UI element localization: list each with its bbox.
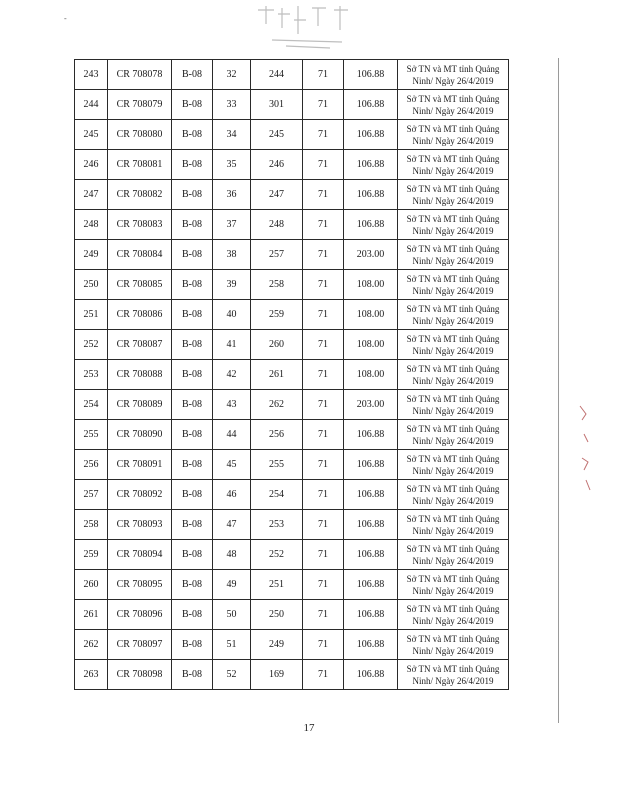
right-margin-rule <box>558 58 559 723</box>
table-row <box>75 360 509 390</box>
value-3-cell: 71 <box>303 360 344 390</box>
certificate-code-cell: CR 708096 <box>108 600 172 630</box>
value-1-cell: 34 <box>213 120 251 150</box>
value-1-cell: 52 <box>213 660 251 690</box>
row-number-cell: 263 <box>75 660 108 690</box>
issuer-note-cell <box>398 600 509 630</box>
certificate-code-cell: CR 708093 <box>108 510 172 540</box>
value-2-cell: 301 <box>251 90 303 120</box>
value-2-cell: 255 <box>251 450 303 480</box>
table-row <box>75 270 509 300</box>
issuer-note-line: Sở TN và MT tỉnh Quảng <box>406 93 500 104</box>
value-3-cell: 71 <box>303 600 344 630</box>
value-1-cell: 50 <box>213 600 251 630</box>
area-cell: 203.00 <box>344 240 398 270</box>
value-1-cell: 38 <box>213 240 251 270</box>
table-row <box>75 60 509 90</box>
row-number-cell: 246 <box>75 150 108 180</box>
table-row <box>75 630 509 660</box>
certificate-code-cell: CR 708079 <box>108 90 172 120</box>
certificate-code-cell: CR 708095 <box>108 570 172 600</box>
value-2-cell: 257 <box>251 240 303 270</box>
issuer-note-line: Sở TN và MT tỉnh Quảng <box>406 273 500 284</box>
value-1-cell: 49 <box>213 570 251 600</box>
area-cell: 108.00 <box>344 330 398 360</box>
issuer-note-line: Ninh/ Ngày 26/4/2019 <box>412 135 494 146</box>
map-sheet-cell: B-08 <box>172 630 213 660</box>
map-sheet-cell: B-08 <box>172 330 213 360</box>
table-row <box>75 420 509 450</box>
value-1-cell: 46 <box>213 480 251 510</box>
issuer-note-cell <box>398 150 509 180</box>
issuer-note-cell <box>398 180 509 210</box>
issuer-note-cell <box>398 120 509 150</box>
certificate-code-cell: CR 708083 <box>108 210 172 240</box>
area-cell: 106.88 <box>344 600 398 630</box>
issuer-note-line: Sở TN và MT tỉnh Quảng <box>406 213 500 224</box>
value-2-cell: 254 <box>251 480 303 510</box>
certificate-code-cell: CR 708087 <box>108 330 172 360</box>
map-sheet-cell: B-08 <box>172 60 213 90</box>
map-sheet-cell: B-08 <box>172 420 213 450</box>
certificate-code-cell: CR 708091 <box>108 450 172 480</box>
map-sheet-cell: B-08 <box>172 210 213 240</box>
area-cell: 106.88 <box>344 120 398 150</box>
map-sheet-cell: B-08 <box>172 480 213 510</box>
issuer-note-line: Ninh/ Ngày 26/4/2019 <box>412 555 494 566</box>
value-3-cell: 71 <box>303 660 344 690</box>
area-cell: 108.00 <box>344 270 398 300</box>
value-1-cell: 33 <box>213 90 251 120</box>
value-3-cell: 71 <box>303 630 344 660</box>
certificate-code-cell: CR 708085 <box>108 270 172 300</box>
map-sheet-cell: B-08 <box>172 150 213 180</box>
table-row <box>75 210 509 240</box>
row-number-cell: 254 <box>75 390 108 420</box>
issuer-note-line: Sở TN và MT tỉnh Quảng <box>406 423 500 434</box>
issuer-note-line: Ninh/ Ngày 26/4/2019 <box>412 75 494 86</box>
area-cell: 108.00 <box>344 300 398 330</box>
area-cell: 106.88 <box>344 660 398 690</box>
table-row <box>75 480 509 510</box>
issuer-note-line: Ninh/ Ngày 26/4/2019 <box>412 525 494 536</box>
area-cell: 203.00 <box>344 390 398 420</box>
issuer-note-cell <box>398 510 509 540</box>
value-1-cell: 35 <box>213 150 251 180</box>
issuer-note-cell <box>398 240 509 270</box>
corner-mark: - <box>64 14 67 23</box>
value-2-cell: 261 <box>251 360 303 390</box>
map-sheet-cell: B-08 <box>172 270 213 300</box>
row-number-cell: 253 <box>75 360 108 390</box>
value-3-cell: 71 <box>303 450 344 480</box>
row-number-cell: 249 <box>75 240 108 270</box>
issuer-note-cell <box>398 60 509 90</box>
area-cell: 106.88 <box>344 510 398 540</box>
value-3-cell: 71 <box>303 240 344 270</box>
value-3-cell: 71 <box>303 270 344 300</box>
issuer-note-cell <box>398 540 509 570</box>
area-cell: 106.88 <box>344 630 398 660</box>
value-2-cell: 251 <box>251 570 303 600</box>
map-sheet-cell: B-08 <box>172 390 213 420</box>
value-2-cell: 250 <box>251 600 303 630</box>
row-number-cell: 256 <box>75 450 108 480</box>
table-row <box>75 510 509 540</box>
value-1-cell: 43 <box>213 390 251 420</box>
table-row <box>75 120 509 150</box>
value-1-cell: 37 <box>213 210 251 240</box>
value-2-cell: 248 <box>251 210 303 240</box>
issuer-note-line: Ninh/ Ngày 26/4/2019 <box>412 105 494 116</box>
page-number: 17 <box>303 722 315 734</box>
issuer-note-line: Sở TN và MT tỉnh Quảng <box>406 303 500 314</box>
issuer-note-line: Sở TN và MT tỉnh Quảng <box>406 663 500 674</box>
issuer-note-line: Ninh/ Ngày 26/4/2019 <box>412 465 494 476</box>
row-number-cell: 258 <box>75 510 108 540</box>
area-cell: 106.88 <box>344 90 398 120</box>
value-3-cell: 71 <box>303 480 344 510</box>
row-number-cell: 251 <box>75 300 108 330</box>
map-sheet-cell: B-08 <box>172 90 213 120</box>
certificate-code-cell: CR 708080 <box>108 120 172 150</box>
issuer-note-line: Ninh/ Ngày 26/4/2019 <box>412 435 494 446</box>
map-sheet-cell: B-08 <box>172 600 213 630</box>
issuer-note-line: Sở TN và MT tỉnh Quảng <box>406 183 500 194</box>
issuer-note-line: Ninh/ Ngày 26/4/2019 <box>412 675 494 686</box>
row-number-cell: 248 <box>75 210 108 240</box>
row-number-cell: 260 <box>75 570 108 600</box>
map-sheet-cell: B-08 <box>172 360 213 390</box>
area-cell: 106.88 <box>344 450 398 480</box>
issuer-note-line: Ninh/ Ngày 26/4/2019 <box>412 645 494 656</box>
value-1-cell: 45 <box>213 450 251 480</box>
map-sheet-cell: B-08 <box>172 510 213 540</box>
row-number-cell: 243 <box>75 60 108 90</box>
certificate-code-cell: CR 708097 <box>108 630 172 660</box>
area-cell: 106.88 <box>344 180 398 210</box>
value-3-cell: 71 <box>303 570 344 600</box>
issuer-note-line: Ninh/ Ngày 26/4/2019 <box>412 315 494 326</box>
table-row <box>75 90 509 120</box>
issuer-note-line: Sở TN và MT tỉnh Quảng <box>406 513 500 524</box>
value-3-cell: 71 <box>303 150 344 180</box>
issuer-note-cell <box>398 90 509 120</box>
row-number-cell: 261 <box>75 600 108 630</box>
area-cell: 106.88 <box>344 60 398 90</box>
area-cell: 106.88 <box>344 210 398 240</box>
table-row <box>75 540 509 570</box>
certificate-code-cell: CR 708090 <box>108 420 172 450</box>
certificate-code-cell: CR 708081 <box>108 150 172 180</box>
value-3-cell: 71 <box>303 510 344 540</box>
issuer-note-line: Ninh/ Ngày 26/4/2019 <box>412 195 494 206</box>
issuer-note-line: Ninh/ Ngày 26/4/2019 <box>412 375 494 386</box>
issuer-note-cell <box>398 330 509 360</box>
issuer-note-line: Sở TN và MT tỉnh Quảng <box>406 243 500 254</box>
value-3-cell: 71 <box>303 540 344 570</box>
issuer-note-line: Ninh/ Ngày 26/4/2019 <box>412 285 494 296</box>
value-2-cell: 252 <box>251 540 303 570</box>
table-row <box>75 570 509 600</box>
table-row <box>75 300 509 330</box>
value-1-cell: 40 <box>213 300 251 330</box>
value-3-cell: 71 <box>303 90 344 120</box>
value-3-cell: 71 <box>303 330 344 360</box>
value-2-cell: 244 <box>251 60 303 90</box>
issuer-note-line: Sở TN và MT tỉnh Quảng <box>406 63 500 74</box>
value-1-cell: 32 <box>213 60 251 90</box>
area-cell: 108.00 <box>344 360 398 390</box>
row-number-cell: 257 <box>75 480 108 510</box>
issuer-note-line: Sở TN và MT tỉnh Quảng <box>406 153 500 164</box>
certificate-code-cell: CR 708078 <box>108 60 172 90</box>
issuer-note-line: Ninh/ Ngày 26/4/2019 <box>412 255 494 266</box>
certificate-code-cell: CR 708082 <box>108 180 172 210</box>
value-1-cell: 41 <box>213 330 251 360</box>
issuer-note-cell <box>398 420 509 450</box>
value-2-cell: 259 <box>251 300 303 330</box>
map-sheet-cell: B-08 <box>172 660 213 690</box>
table-row <box>75 180 509 210</box>
value-3-cell: 71 <box>303 210 344 240</box>
value-3-cell: 71 <box>303 180 344 210</box>
issuer-note-cell <box>398 450 509 480</box>
row-number-cell: 259 <box>75 540 108 570</box>
issuer-note-line: Ninh/ Ngày 26/4/2019 <box>412 615 494 626</box>
value-1-cell: 47 <box>213 510 251 540</box>
certificate-code-cell: CR 708098 <box>108 660 172 690</box>
issuer-note-cell <box>398 630 509 660</box>
issuer-note-line: Sở TN và MT tỉnh Quảng <box>406 123 500 134</box>
records-table-body <box>75 60 509 690</box>
value-2-cell: 258 <box>251 270 303 300</box>
issuer-note-cell <box>398 360 509 390</box>
map-sheet-cell: B-08 <box>172 240 213 270</box>
issuer-note-line: Sở TN và MT tỉnh Quảng <box>406 573 500 584</box>
issuer-note-line: Sở TN và MT tỉnh Quảng <box>406 603 500 614</box>
value-2-cell: 256 <box>251 420 303 450</box>
table-row <box>75 240 509 270</box>
value-2-cell: 253 <box>251 510 303 540</box>
table-row <box>75 660 509 690</box>
issuer-note-cell <box>398 660 509 690</box>
value-3-cell: 71 <box>303 300 344 330</box>
row-number-cell: 245 <box>75 120 108 150</box>
map-sheet-cell: B-08 <box>172 540 213 570</box>
value-1-cell: 42 <box>213 360 251 390</box>
value-3-cell: 71 <box>303 420 344 450</box>
issuer-note-line: Sở TN và MT tỉnh Quảng <box>406 453 500 464</box>
issuer-note-line: Ninh/ Ngày 26/4/2019 <box>412 225 494 236</box>
value-2-cell: 262 <box>251 390 303 420</box>
certificate-code-cell: CR 708088 <box>108 360 172 390</box>
map-sheet-cell: B-08 <box>172 450 213 480</box>
value-2-cell: 249 <box>251 630 303 660</box>
value-1-cell: 48 <box>213 540 251 570</box>
records-table <box>74 59 509 690</box>
table-row <box>75 450 509 480</box>
area-cell: 106.88 <box>344 420 398 450</box>
value-3-cell: 71 <box>303 390 344 420</box>
issuer-note-cell <box>398 300 509 330</box>
value-2-cell: 247 <box>251 180 303 210</box>
map-sheet-cell: B-08 <box>172 120 213 150</box>
issuer-note-line: Ninh/ Ngày 26/4/2019 <box>412 585 494 596</box>
area-cell: 106.88 <box>344 570 398 600</box>
table-row <box>75 390 509 420</box>
faded-stamp-image <box>252 0 360 54</box>
row-number-cell: 255 <box>75 420 108 450</box>
issuer-note-line: Ninh/ Ngày 26/4/2019 <box>412 495 494 506</box>
value-2-cell: 246 <box>251 150 303 180</box>
table-row <box>75 600 509 630</box>
area-cell: 106.88 <box>344 480 398 510</box>
map-sheet-cell: B-08 <box>172 180 213 210</box>
value-2-cell: 245 <box>251 120 303 150</box>
issuer-note-line: Ninh/ Ngày 26/4/2019 <box>412 345 494 356</box>
row-number-cell: 250 <box>75 270 108 300</box>
table-row <box>75 150 509 180</box>
certificate-code-cell: CR 708094 <box>108 540 172 570</box>
area-cell: 106.88 <box>344 540 398 570</box>
value-3-cell: 71 <box>303 60 344 90</box>
issuer-note-line: Sở TN và MT tỉnh Quảng <box>406 363 500 374</box>
row-number-cell: 244 <box>75 90 108 120</box>
value-2-cell: 260 <box>251 330 303 360</box>
area-cell: 106.88 <box>344 150 398 180</box>
value-3-cell: 71 <box>303 120 344 150</box>
issuer-note-line: Sở TN và MT tỉnh Quảng <box>406 393 500 404</box>
issuer-note-cell <box>398 480 509 510</box>
margin-handwriting-mark <box>576 400 596 495</box>
issuer-note-cell <box>398 390 509 420</box>
certificate-code-cell: CR 708089 <box>108 390 172 420</box>
issuer-note-cell <box>398 570 509 600</box>
table-row <box>75 330 509 360</box>
map-sheet-cell: B-08 <box>172 570 213 600</box>
value-2-cell: 169 <box>251 660 303 690</box>
value-1-cell: 44 <box>213 420 251 450</box>
value-1-cell: 51 <box>213 630 251 660</box>
row-number-cell: 247 <box>75 180 108 210</box>
issuer-note-line: Ninh/ Ngày 26/4/2019 <box>412 405 494 416</box>
row-number-cell: 262 <box>75 630 108 660</box>
certificate-code-cell: CR 708086 <box>108 300 172 330</box>
row-number-cell: 252 <box>75 330 108 360</box>
value-1-cell: 36 <box>213 180 251 210</box>
value-1-cell: 39 <box>213 270 251 300</box>
certificate-code-cell: CR 708084 <box>108 240 172 270</box>
issuer-note-cell <box>398 210 509 240</box>
issuer-note-line: Ninh/ Ngày 26/4/2019 <box>412 165 494 176</box>
issuer-note-line: Sở TN và MT tỉnh Quảng <box>406 333 500 344</box>
issuer-note-line: Sở TN và MT tỉnh Quảng <box>406 543 500 554</box>
issuer-note-cell <box>398 270 509 300</box>
issuer-note-line: Sở TN và MT tỉnh Quảng <box>406 483 500 494</box>
map-sheet-cell: B-08 <box>172 300 213 330</box>
certificate-code-cell: CR 708092 <box>108 480 172 510</box>
issuer-note-line: Sở TN và MT tỉnh Quảng <box>406 633 500 644</box>
